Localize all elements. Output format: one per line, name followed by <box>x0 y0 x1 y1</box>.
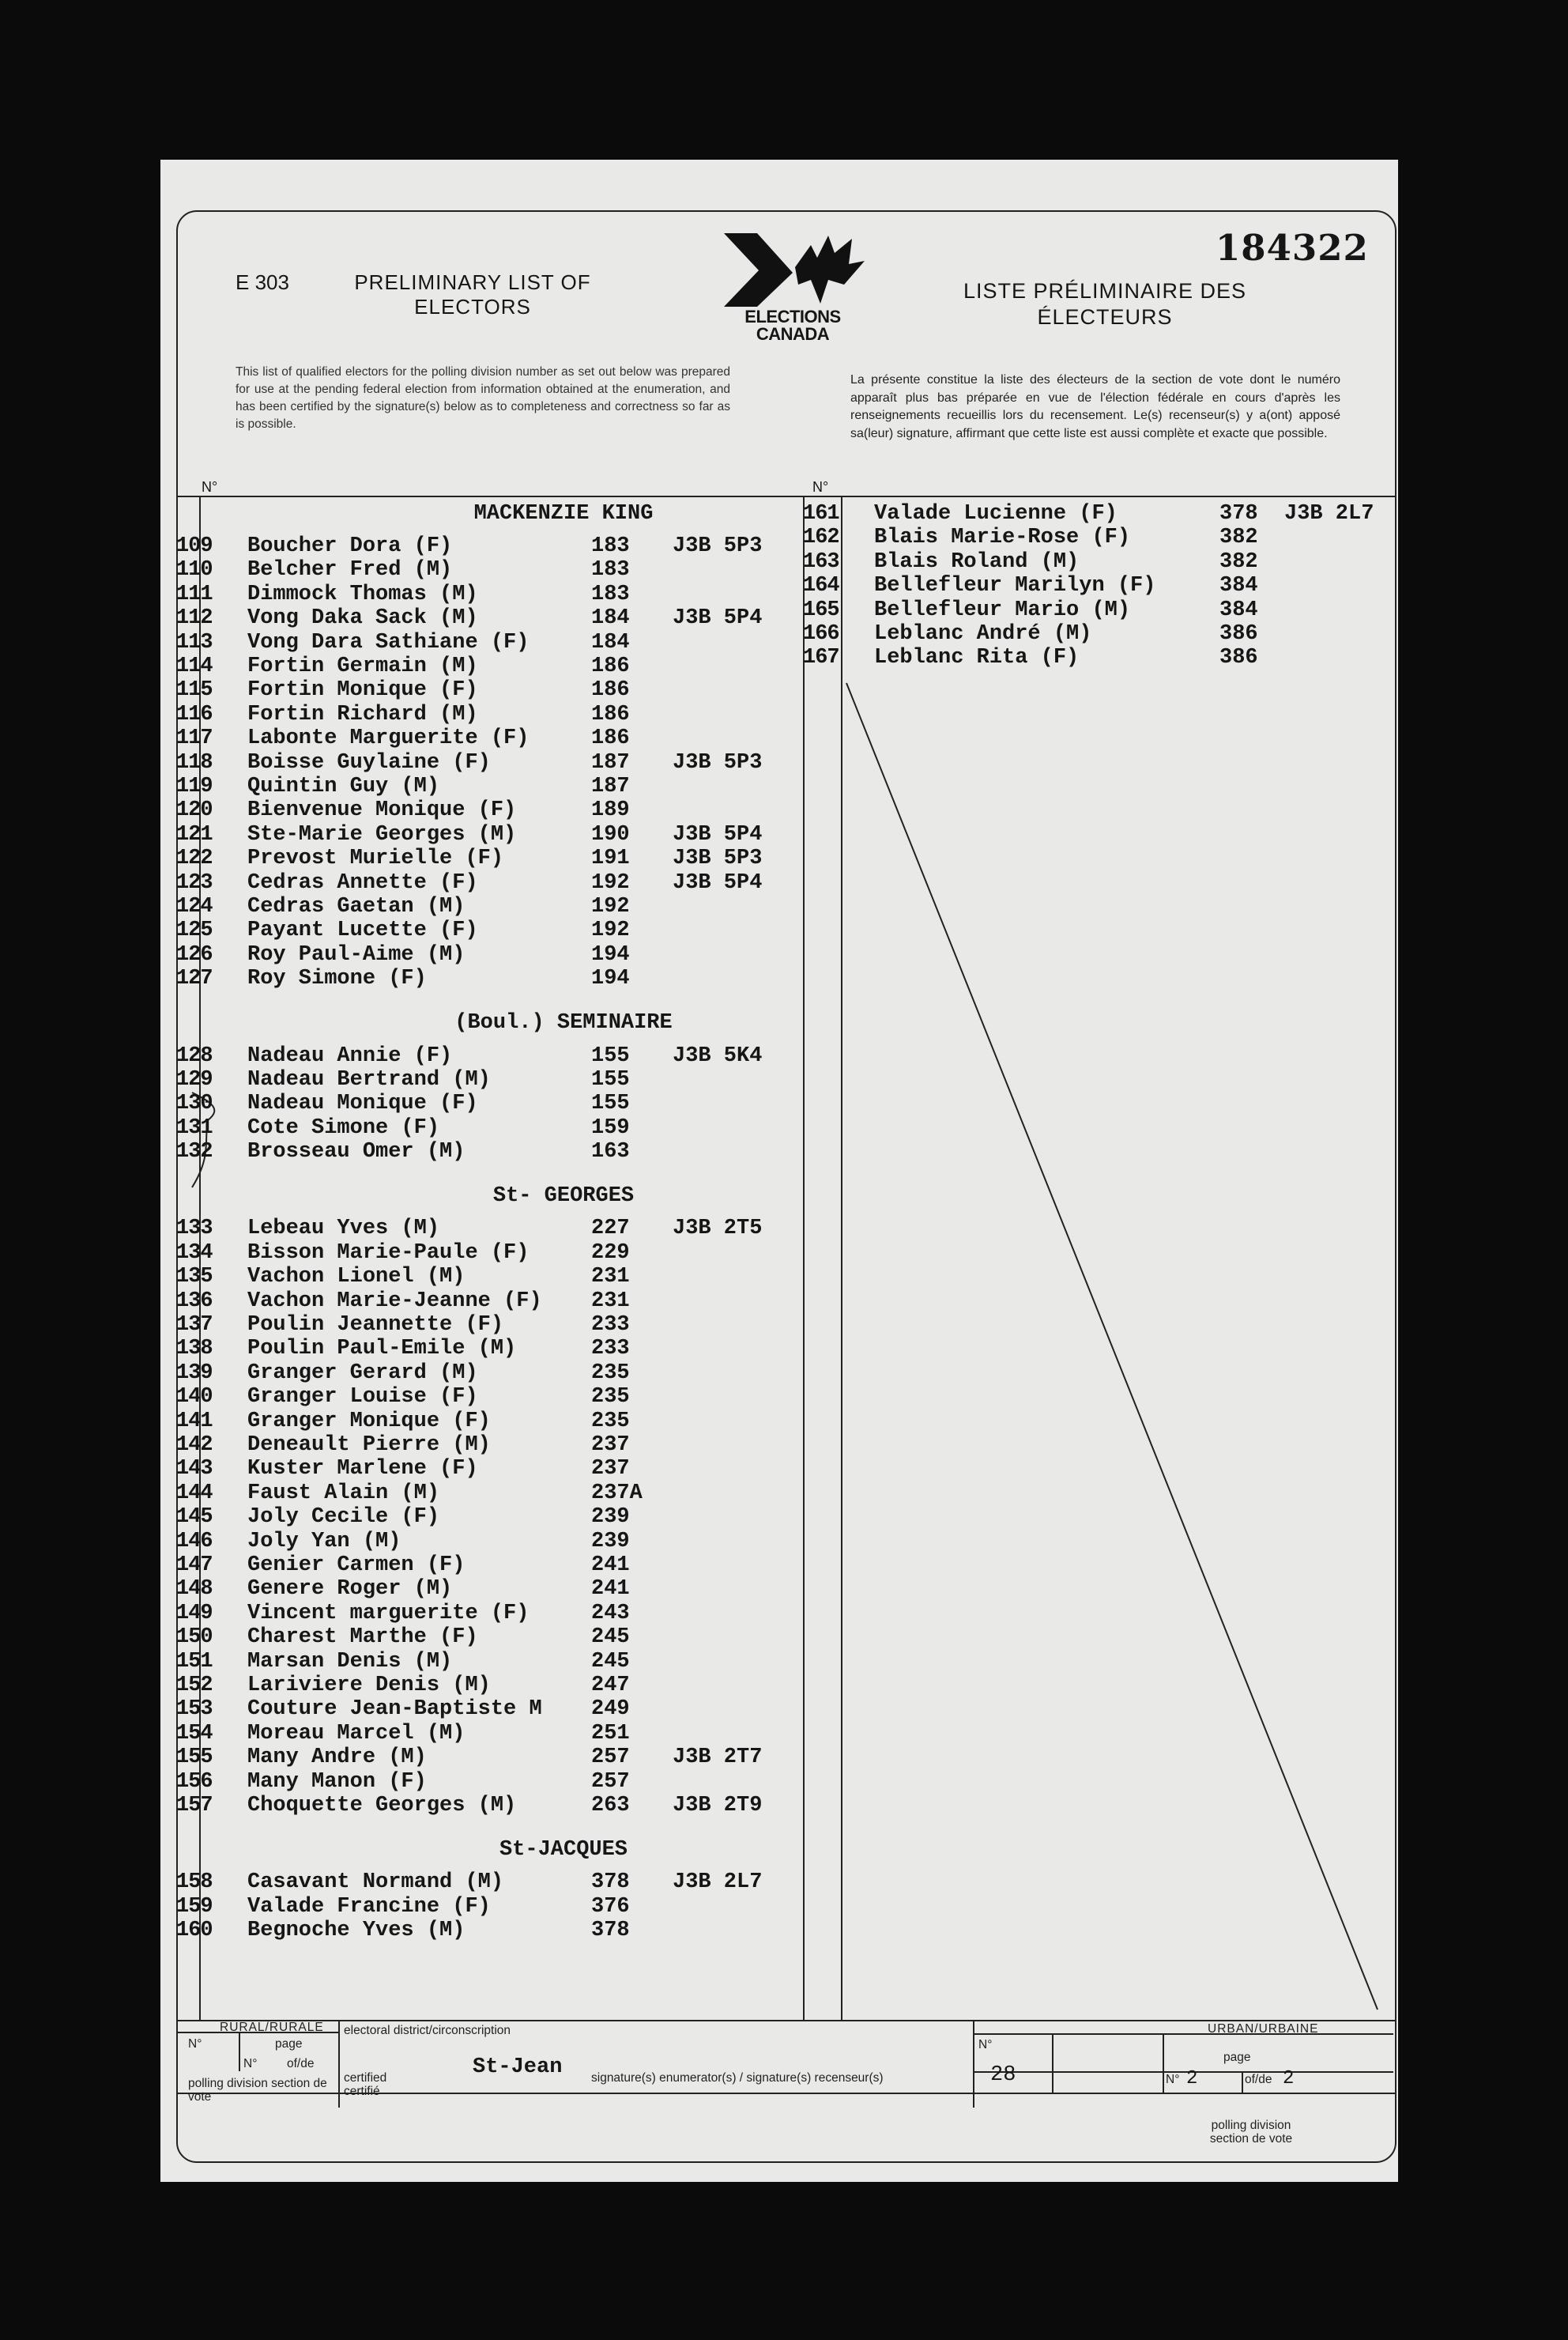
right-number-header: N° <box>812 479 829 495</box>
elector-name: Charest Marthe (F) <box>247 1625 478 1650</box>
elector-number: 142 <box>176 1433 213 1457</box>
elector-address: 386 <box>1219 646 1258 670</box>
logo-line-1: ELECTIONS <box>744 307 841 326</box>
elector-number: 112 <box>176 606 213 631</box>
elector-address: 251 <box>591 1721 630 1746</box>
elector-name: Bellefleur Mario (M) <box>874 598 1131 622</box>
elector-row <box>803 598 1404 622</box>
elector-number: 161 <box>803 502 839 526</box>
rural-polling-division-label: polling division section de vote <box>188 2077 327 2104</box>
page-total: 2 <box>1283 2068 1295 2089</box>
elector-number: 166 <box>803 622 839 646</box>
elector-name: Blais Roland (M) <box>874 549 1080 574</box>
elector-number: 119 <box>176 775 213 799</box>
elector-address: 194 <box>591 942 630 967</box>
elector-number: 130 <box>176 1092 213 1116</box>
elector-row <box>160 1770 761 1794</box>
elector-row <box>160 1746 761 1769</box>
street-heading: St-JACQUES <box>499 1838 628 1863</box>
elector-number: 144 <box>176 1481 213 1505</box>
elector-postal-code: J3B 5P3 <box>673 847 763 871</box>
elector-name: Payant Lucette (F) <box>247 919 478 943</box>
electoral-district-value: St-Jean <box>473 2055 563 2079</box>
elector-number: 124 <box>176 895 213 919</box>
elector-name: Belcher Fred (M) <box>247 558 453 583</box>
elector-name: Bisson Marie-Paule (F) <box>247 1240 530 1265</box>
rural-page-no-label: N° <box>243 2057 258 2070</box>
elector-row <box>803 574 1404 598</box>
elector-name: Granger Louise (F) <box>247 1385 478 1410</box>
elector-number: 155 <box>176 1746 213 1770</box>
elector-row <box>160 1530 761 1553</box>
elector-row <box>160 1361 761 1385</box>
urban-polling-division-label: polling division section de vote <box>1209 2119 1293 2146</box>
elector-row <box>160 1481 761 1505</box>
elector-name: Joly Yan (M) <box>247 1529 401 1553</box>
elector-address: 257 <box>591 1746 630 1770</box>
elector-address: 378 <box>591 1919 630 1943</box>
elector-postal-code: J3B 2T9 <box>673 1794 763 1817</box>
elector-name: Nadeau Monique (F) <box>247 1092 478 1116</box>
elector-name: Poulin Paul-Emile (M) <box>247 1337 517 1361</box>
elector-number: 140 <box>176 1385 213 1410</box>
elector-address: 192 <box>591 870 630 895</box>
elector-number: 133 <box>176 1217 213 1241</box>
urban-page-no-label: N° <box>1166 2073 1180 2086</box>
elector-number: 110 <box>176 558 213 583</box>
elector-number: 129 <box>176 1067 213 1092</box>
rural-label: RURAL/RURALE <box>220 2021 324 2034</box>
elector-address: 189 <box>591 798 630 823</box>
elector-name: Nadeau Bertrand (M) <box>247 1067 491 1092</box>
street-heading: St- GEORGES <box>492 1184 635 1209</box>
elector-number: 167 <box>803 646 839 670</box>
elector-name: Kuster Marlene (F) <box>247 1457 478 1481</box>
street-heading: (Boul.) SEMINAIRE <box>454 1011 673 1036</box>
elector-number: 152 <box>176 1674 213 1697</box>
elector-number: 162 <box>803 526 839 550</box>
elector-number: 132 <box>176 1140 213 1164</box>
elector-number: 137 <box>176 1313 213 1337</box>
elector-name: Leblanc Rita (F) <box>874 646 1080 670</box>
elector-row <box>160 967 761 991</box>
elector-row <box>160 1625 761 1649</box>
elector-number: 120 <box>176 798 213 823</box>
elector-address: 192 <box>591 919 630 943</box>
urban-page-label: page <box>1223 2051 1251 2064</box>
elector-name: Roy Paul-Aime (M) <box>247 942 466 967</box>
elector-row <box>160 727 761 750</box>
elector-address: 159 <box>591 1115 630 1140</box>
electoral-district-label: electoral district/circonscription <box>344 2024 511 2037</box>
elector-number: 135 <box>176 1265 213 1289</box>
elector-address: 192 <box>591 895 630 919</box>
elector-address: 155 <box>591 1067 630 1092</box>
footer-rule-g <box>973 2071 1393 2073</box>
elector-number: 145 <box>176 1505 213 1530</box>
elector-name: Genier Carmen (F) <box>247 1553 466 1577</box>
elector-number: 165 <box>803 598 839 622</box>
elector-number: 113 <box>176 630 213 655</box>
elector-number: 117 <box>176 727 213 751</box>
elector-address: 227 <box>591 1217 630 1241</box>
elector-number: 164 <box>803 574 839 598</box>
elector-postal-code: J3B 5P4 <box>673 822 763 847</box>
elector-postal-code: J3B 5P4 <box>673 870 763 895</box>
right-electors-list <box>803 496 1388 685</box>
elector-address: 183 <box>591 582 630 606</box>
elector-number: 121 <box>176 822 213 847</box>
elector-row <box>160 919 761 942</box>
elector-row <box>160 1337 761 1361</box>
elector-row <box>160 1870 761 1894</box>
elector-number: 148 <box>176 1577 213 1602</box>
elector-address: 245 <box>591 1649 630 1674</box>
elector-name: Blais Marie-Rose (F) <box>874 526 1131 550</box>
urban-no-label: N° <box>978 2038 993 2051</box>
elector-address: 241 <box>591 1577 630 1602</box>
elector-name: Poulin Jeannette (F) <box>247 1313 504 1337</box>
elector-name: Fortin Richard (M) <box>247 702 478 727</box>
left-electors-list <box>160 496 793 2021</box>
elector-address: 245 <box>591 1625 630 1650</box>
elector-number: 159 <box>176 1894 213 1919</box>
elector-row <box>160 895 761 919</box>
elector-row <box>160 1895 761 1919</box>
elector-number: 127 <box>176 967 213 991</box>
footer-rule-b <box>338 2020 340 2108</box>
elector-name: Joly Cecile (F) <box>247 1505 440 1530</box>
elector-postal-code: J3B 2T7 <box>673 1746 763 1770</box>
elector-number: 139 <box>176 1361 213 1385</box>
footer-rule-h <box>1052 2033 1054 2093</box>
elector-row <box>803 646 1404 670</box>
rural-of-label: of/de <box>287 2057 315 2070</box>
elector-row <box>160 1410 761 1433</box>
elector-row <box>160 534 761 558</box>
elector-name: Nadeau Annie (F) <box>247 1044 453 1068</box>
elector-address: 378 <box>591 1870 630 1895</box>
elector-number: 156 <box>176 1769 213 1794</box>
rural-no-label: N° <box>188 2037 202 2051</box>
certified-label: certified certifié <box>344 2071 387 2098</box>
elector-row <box>160 1116 761 1140</box>
footer-rule-a <box>239 2032 240 2071</box>
elector-name: Lebeau Yves (M) <box>247 1217 440 1241</box>
elector-number: 111 <box>176 582 213 606</box>
elector-number: 136 <box>176 1289 213 1313</box>
elector-name: Cedras Gaetan (M) <box>247 895 466 919</box>
elector-address: 382 <box>1219 526 1258 550</box>
elector-address: 186 <box>591 678 630 703</box>
elector-address: 382 <box>1219 549 1258 574</box>
elector-row <box>160 751 761 775</box>
street-heading: MACKENZIE KING <box>473 502 654 526</box>
elector-number: 115 <box>176 678 213 703</box>
page-number: 2 <box>1186 2068 1198 2089</box>
elector-row <box>160 606 761 630</box>
elector-address: 183 <box>591 558 630 583</box>
elector-number: 150 <box>176 1625 213 1650</box>
elector-number: 163 <box>803 549 839 574</box>
elector-address: 239 <box>591 1529 630 1553</box>
elector-row <box>160 1140 761 1164</box>
elector-name: Choquette Georges (M) <box>247 1794 517 1817</box>
elector-number: 141 <box>176 1409 213 1433</box>
elector-name: Vincent marguerite (F) <box>247 1601 530 1625</box>
elector-row <box>160 1457 761 1481</box>
elector-number: 146 <box>176 1529 213 1553</box>
elector-name: Vachon Lionel (M) <box>247 1265 466 1289</box>
elector-name: Leblanc André (M) <box>874 622 1092 646</box>
left-number-header: N° <box>202 479 218 495</box>
elector-name: Bienvenue Monique (F) <box>247 798 517 823</box>
rural-page-label: page <box>275 2037 303 2051</box>
elector-row <box>160 775 761 798</box>
elector-address: 155 <box>591 1044 630 1068</box>
elector-address: 231 <box>591 1289 630 1313</box>
elector-name: Brosseau Omer (M) <box>247 1140 466 1164</box>
elector-row <box>160 943 761 967</box>
elector-postal-code: J3B 5P3 <box>673 534 763 559</box>
elector-row <box>160 1265 761 1289</box>
elector-name: Casavant Normand (M) <box>247 1870 504 1895</box>
elector-row <box>160 631 761 655</box>
elector-row <box>160 703 761 727</box>
elector-address: 243 <box>591 1601 630 1625</box>
elector-number: 151 <box>176 1649 213 1674</box>
elector-row <box>160 798 761 822</box>
elector-name: Moreau Marcel (M) <box>247 1721 466 1746</box>
elector-row <box>160 1722 761 1746</box>
elector-number: 147 <box>176 1553 213 1577</box>
elector-row <box>160 1674 761 1697</box>
elector-name: Labonte Marguerite (F) <box>247 727 530 751</box>
elector-address: 155 <box>591 1092 630 1116</box>
elector-row <box>160 847 761 870</box>
elector-address: 249 <box>591 1697 630 1722</box>
elector-postal-code: J3B 2T5 <box>673 1217 763 1241</box>
elector-postal-code: J3B 5K4 <box>673 1044 763 1068</box>
elector-row <box>160 1217 761 1240</box>
elector-address: 163 <box>591 1140 630 1164</box>
elector-number: 114 <box>176 655 213 679</box>
elector-address: 231 <box>591 1265 630 1289</box>
elector-address: 235 <box>591 1409 630 1433</box>
elector-name: Many Andre (M) <box>247 1746 427 1770</box>
elector-row <box>160 1505 761 1529</box>
footer-rule-i <box>1163 2033 1164 2093</box>
elector-address: 384 <box>1219 574 1258 598</box>
elector-address: 257 <box>591 1769 630 1794</box>
elector-row <box>160 823 761 847</box>
elector-name: Cedras Annette (F) <box>247 870 478 895</box>
elector-address: 235 <box>591 1361 630 1385</box>
elector-row <box>160 1577 761 1601</box>
elector-name: Valade Francine (F) <box>247 1894 491 1919</box>
elector-name: Prevost Murielle (F) <box>247 847 504 871</box>
elector-number: 109 <box>176 534 213 559</box>
elector-row <box>803 622 1404 646</box>
signature-label: signature(s) enumerator(s) / signature(s) recenseur(s) <box>591 2071 884 2085</box>
elector-postal-code: J3B 5P3 <box>673 750 763 775</box>
elector-address: 233 <box>591 1313 630 1337</box>
elector-address: 376 <box>591 1894 630 1919</box>
elector-row <box>160 655 761 678</box>
elector-number: 138 <box>176 1337 213 1361</box>
elector-name: Deneault Pierre (M) <box>247 1433 491 1457</box>
elector-row <box>160 678 761 702</box>
elector-address: 237A <box>591 1481 643 1505</box>
elector-row <box>160 1433 761 1457</box>
elector-name: Dimmock Thomas (M) <box>247 582 478 606</box>
elector-number: 126 <box>176 942 213 967</box>
elector-number: 153 <box>176 1697 213 1722</box>
elector-number: 118 <box>176 750 213 775</box>
urban-label: URBAN/URBAINE <box>1208 2022 1319 2036</box>
elector-address: 378 <box>1219 502 1258 526</box>
elector-number: 157 <box>176 1794 213 1817</box>
elector-address: 183 <box>591 534 630 559</box>
elector-postal-code: J3B 2L7 <box>673 1870 763 1895</box>
elector-row <box>160 1044 761 1068</box>
elector-name: Ste-Marie Georges (M) <box>247 822 517 847</box>
elector-row <box>160 1289 761 1313</box>
elector-row <box>160 1553 761 1577</box>
elector-name: Faust Alain (M) <box>247 1481 440 1505</box>
title-english: PRELIMINARY LIST OF ELECTORS <box>354 270 591 319</box>
footer-rule-e <box>973 2033 1393 2035</box>
elector-row <box>160 1068 761 1092</box>
elector-address: 233 <box>591 1337 630 1361</box>
elector-address: 184 <box>591 630 630 655</box>
elector-row <box>160 871 761 895</box>
elector-address: 263 <box>591 1794 630 1817</box>
elector-row <box>160 558 761 582</box>
title-french: LISTE PRÉLIMINAIRE DES ÉLECTEURS <box>963 279 1247 329</box>
polling-division-number: 28 <box>990 2063 1016 2087</box>
electors-list-sheet <box>160 160 1398 2182</box>
elector-name: Vachon Marie-Jeanne (F) <box>247 1289 542 1313</box>
elector-row <box>160 1385 761 1409</box>
elector-address: 187 <box>591 750 630 775</box>
elector-row <box>160 1650 761 1674</box>
elector-address: 241 <box>591 1553 630 1577</box>
elector-row <box>803 526 1404 549</box>
elector-name: Many Manon (F) <box>247 1769 427 1794</box>
elector-number: 134 <box>176 1240 213 1265</box>
intro-text-french: La présente constitue la liste des électeurs de la section de vote dont le numéro apparaît plus bas préparée en vue de l'élection fédérale en cours d'après les renseignements recueillis lors du recensement. Le(s) recenseur(s) y a(ont) apposé sa(leur) signature, affirmant que cette liste est aussi complète et exacte que possible. <box>850 373 1340 440</box>
elector-name: Fortin Germain (M) <box>247 655 478 679</box>
elector-row <box>160 1919 761 1942</box>
elector-row <box>160 1794 761 1817</box>
elector-number: 123 <box>176 870 213 895</box>
elector-name: Roy Simone (F) <box>247 967 427 991</box>
elector-number: 149 <box>176 1601 213 1625</box>
elector-name: Cote Simone (F) <box>247 1115 440 1140</box>
elector-name: Boucher Dora (F) <box>247 534 453 559</box>
elector-address: 237 <box>591 1433 630 1457</box>
elector-address: 247 <box>591 1674 630 1697</box>
elector-name: Granger Gerard (M) <box>247 1361 478 1385</box>
elector-postal-code: J3B 5P4 <box>673 606 763 631</box>
elector-number: 116 <box>176 702 213 727</box>
elector-row <box>160 583 761 606</box>
elector-number: 160 <box>176 1919 213 1943</box>
form-number: E 303 <box>236 270 289 294</box>
elector-address: 239 <box>591 1505 630 1530</box>
elector-address: 184 <box>591 606 630 631</box>
elector-number: 125 <box>176 919 213 943</box>
elector-name: Vong Dara Sathiane (F) <box>247 630 530 655</box>
elector-row <box>160 1241 761 1265</box>
elector-address: 386 <box>1219 622 1258 646</box>
elector-name: Begnoche Yves (M) <box>247 1919 466 1943</box>
elector-number: 122 <box>176 847 213 871</box>
elector-row <box>160 1092 761 1115</box>
elector-address: 194 <box>591 967 630 991</box>
elector-name: Granger Monique (F) <box>247 1409 491 1433</box>
elector-number: 154 <box>176 1721 213 1746</box>
elector-name: Boisse Guylaine (F) <box>247 750 491 775</box>
elector-number: 128 <box>176 1044 213 1068</box>
elector-name: Fortin Monique (F) <box>247 678 478 703</box>
elector-address: 186 <box>591 727 630 751</box>
elector-row <box>803 502 1404 526</box>
elector-name: Couture Jean-Baptiste M <box>247 1697 542 1722</box>
elector-number: 131 <box>176 1115 213 1140</box>
elector-name: Valade Lucienne (F) <box>874 502 1118 526</box>
urban-of-label: of/de <box>1245 2073 1272 2086</box>
elector-address: 229 <box>591 1240 630 1265</box>
elector-name: Lariviere Denis (M) <box>247 1674 491 1697</box>
elector-name: Quintin Guy (M) <box>247 775 440 799</box>
elector-address: 191 <box>591 847 630 871</box>
elector-number: 158 <box>176 1870 213 1895</box>
elector-address: 235 <box>591 1385 630 1410</box>
elector-name: Genere Roger (M) <box>247 1577 453 1602</box>
elector-address: 384 <box>1219 598 1258 622</box>
intro-text-english: This list of qualified electors for the polling division number as set out below was prepared for use at the pending federal election from information obtained at the enumeration, and has been certified by the signature(s) below as to completeness and correctness so far as is possible. <box>236 365 730 431</box>
elector-number: 143 <box>176 1457 213 1481</box>
elector-postal-code: J3B 2L7 <box>1284 502 1374 526</box>
elector-address: 237 <box>591 1457 630 1481</box>
elector-row <box>803 550 1404 574</box>
serial-number: 184322 <box>1216 227 1369 269</box>
elector-address: 190 <box>591 822 630 847</box>
elector-name: Vong Daka Sack (M) <box>247 606 478 631</box>
elector-row <box>160 1697 761 1721</box>
logo-line-2: CANADA <box>756 324 830 344</box>
elector-address: 186 <box>591 702 630 727</box>
elector-name: Marsan Denis (M) <box>247 1649 453 1674</box>
elector-address: 186 <box>591 655 630 679</box>
elector-row <box>160 1602 761 1625</box>
footer-rule-j <box>1242 2071 1243 2093</box>
elector-row <box>160 1313 761 1337</box>
elector-address: 187 <box>591 775 630 799</box>
elector-name: Bellefleur Marilyn (F) <box>874 574 1156 598</box>
